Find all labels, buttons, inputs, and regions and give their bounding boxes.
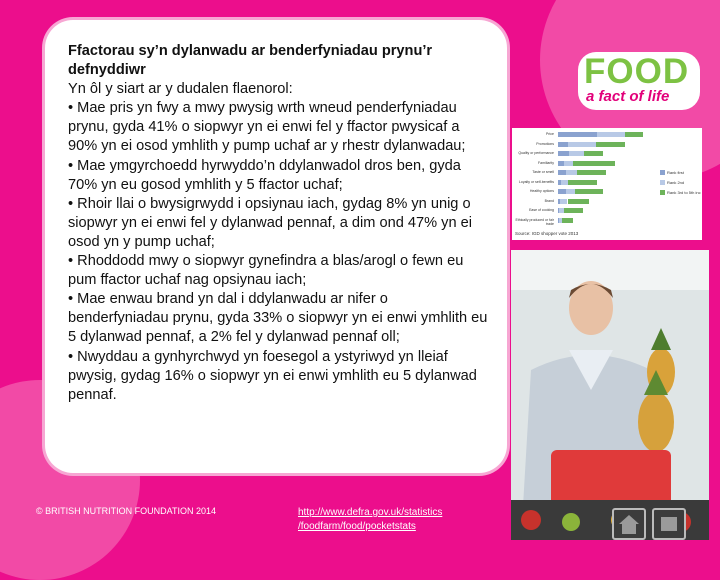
chart-category-label: Healthy options bbox=[529, 189, 554, 193]
chart-category-label: Brand bbox=[544, 198, 554, 203]
shopper-illustration bbox=[511, 250, 709, 540]
home-button[interactable] bbox=[612, 508, 646, 540]
chart-bar bbox=[564, 208, 583, 213]
purchase-factors-chart bbox=[512, 128, 702, 240]
legend-swatch bbox=[660, 180, 665, 185]
chart-bar bbox=[560, 199, 568, 204]
chart-bar bbox=[558, 142, 568, 147]
end-icon bbox=[654, 510, 684, 538]
link-line: http://www.defra.gov.uk/statistics bbox=[298, 507, 443, 518]
chart-bar bbox=[597, 132, 626, 137]
link-line: /foodfarm/food/pocketstats bbox=[298, 521, 416, 532]
chart-category-label: Promotions bbox=[536, 141, 554, 146]
slide-text bbox=[68, 42, 488, 405]
chart-bar bbox=[568, 199, 590, 204]
legend-swatch bbox=[660, 190, 665, 195]
chart-bar bbox=[566, 170, 577, 175]
end-button[interactable] bbox=[652, 508, 686, 540]
slide-title bbox=[68, 42, 488, 80]
chart-bar bbox=[575, 189, 603, 194]
chart-bar bbox=[558, 170, 566, 175]
chart-bar bbox=[625, 132, 643, 137]
bullet-item: • Nwyddau a gynhyrchwyd yn foesegol a ystyriwyd yn lleiaf pwysig, gydag 16% o siopwyr yn ei enwi ymhlith eu 5 dylanwad pennaf. bbox=[68, 348, 477, 403]
chart-bar bbox=[562, 218, 573, 223]
chart-bar bbox=[558, 151, 569, 156]
title-line: Ffactorau sy’n dylanwadu ar benderfyniadau prynu’r bbox=[68, 43, 433, 59]
chart-bar bbox=[558, 189, 566, 194]
chart-bar bbox=[596, 142, 625, 147]
intro-text: Yn ôl y siart ar y dudalen flaenorol: bbox=[68, 81, 293, 98]
chart-category-label: Loyalty or self-benefits bbox=[518, 179, 554, 184]
chart-category-label: Quality or performance bbox=[518, 151, 554, 155]
chart-source: Source: IGD shopper vote 2013 bbox=[515, 231, 579, 236]
bullet-item: • Rhoddodd mwy o siopwyr gynefindra a blas/arogl o fewn eu pum ffactor uchaf nag opsiynau iach; bbox=[68, 253, 464, 289]
title-line: defnyddiwr bbox=[68, 62, 146, 79]
chart-bar bbox=[569, 151, 583, 156]
chart-category-label: Ease of cooking bbox=[529, 208, 554, 212]
chart-bar bbox=[573, 161, 615, 166]
chart-bar bbox=[561, 180, 569, 185]
chart-bar bbox=[584, 151, 603, 156]
chart-bar bbox=[566, 189, 576, 194]
legend-swatch bbox=[660, 170, 665, 175]
legend-label: Rank 2nd bbox=[667, 180, 685, 185]
legend-label: Rank first bbox=[667, 170, 684, 175]
bullet-item: • Mae enwau brand yn dal i ddylanwadu ar nifer o benderfyniadau prynu, gyda 33% o siopwyr yn ei enwi ymhlith eu 5 dylanwad pennaf, a 2% fel y dylanwad pennaf oll; bbox=[68, 291, 488, 346]
chart-bar bbox=[568, 142, 597, 147]
bullet-item: • Mae pris yn fwy a mwy pwysig wrth wneud penderfyniadau prynu, gyda 41% o siopwyr yn ei enwi fel y ffactor pwysicaf a 90% yn ei osod ymhlith y pump uchaf ar y rhestr dylanwadau; bbox=[68, 100, 466, 155]
legend-label: Rank 3rd to 5th inc bbox=[667, 190, 701, 195]
chart-bar bbox=[564, 161, 574, 166]
chart-bar bbox=[558, 132, 597, 137]
chart-category-label: Price bbox=[546, 132, 554, 136]
home-icon bbox=[614, 510, 644, 538]
chart-category-label: Familiarity bbox=[538, 160, 554, 165]
chart-bar bbox=[577, 170, 606, 175]
chart-category-label: Ethically produced or fair trade bbox=[515, 217, 554, 226]
chart-bar bbox=[568, 180, 597, 185]
logo-tagline: a fact of life bbox=[586, 88, 670, 105]
copyright-text: © BRITISH NUTRITION FOUNDATION 2014 bbox=[36, 506, 216, 516]
food-a-fact-of-life-logo bbox=[578, 52, 700, 110]
bullet-item: • Rhoir llai o bwysigrwydd i opsiynau iach, gydag 8% yn unig o siopwyr yn ei enwi fel y dylanwad pennaf, a dim ond 47% yn ei osod yn y pump uchaf; bbox=[68, 195, 472, 250]
shopper-photo bbox=[511, 250, 709, 540]
logo-word: FOOD bbox=[584, 52, 690, 91]
chart-category-label: Taste or smell bbox=[532, 170, 554, 174]
bullet-item: • Mae ymgyrchoedd hyrwyddo’n ddylanwadol dros ben, gyda 70% yn eu gosod ymhlith y 5 ffactor uchaf; bbox=[68, 157, 461, 193]
defra-stats-link[interactable] bbox=[298, 506, 442, 534]
